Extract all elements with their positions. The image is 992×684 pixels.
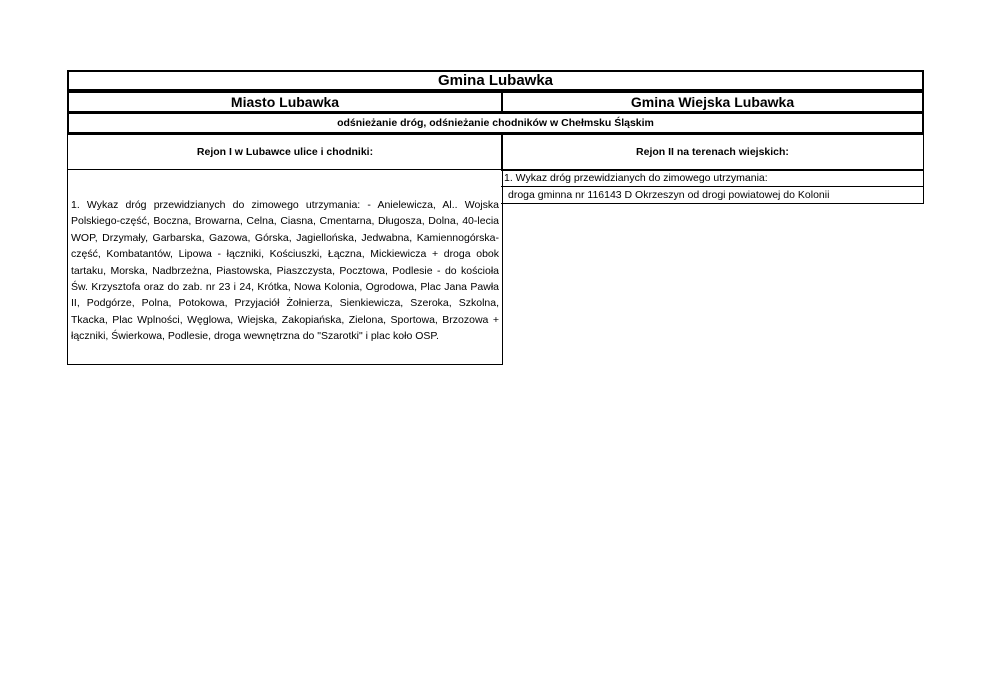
subheader-text: odśnieżanie dróg, odśnieżanie chodników w Chełmsku Śląskim xyxy=(337,117,654,129)
subheader-cell[interactable] xyxy=(67,112,924,134)
rejon-ii-row-1[interactable] xyxy=(501,170,924,187)
rejon-ii-row-1-text: 1. Wykaz dróg przewidzianych do zimowego utrzymania: xyxy=(504,172,768,184)
rejon-i-label: Rejon I w Lubawce ulice i chodniki: xyxy=(196,146,374,158)
miasto-roads-list: 1. Wykaz dróg przewidzianych do zimowego utrzymania: - Anielewicza, Al.. Wojska Polskiego-część, Boczna, Browarna, Celna, Ciasna, Cmentarna, Długosza, Dolna, 40-lecia WOP, Drzymały, Garbarska, Gazowa, Górska, Jagiellońska, Jedwabna, Kamiennogórska- część, Kombatantów, Lipowa - łączniki, Kościuszki, Łączna, Mickiewicza + droga obok tartaku, Morska, Nadbrzeżna, Piastowska, Piaszczysta, Pocztowa, Podlesie - do kościoła Św. Krzysztofa oraz do zab. nr 23 i 24, Krótka, Nowa Kolonia, Ogrodowa, Plac Jana Pawła II, Podgórze, Polna, Potokowa, Przyjaciół Żołnierza, Sienkiewicza, Szeroka, Szkolna, Tkacka, Plac Wplności, Węglowa, Wiejska, Zakopiańska, Zielona, Sportowa, Brzozowa + łączniki, Świerkowa, Podlesie, droga wewnętrzna do "Szarotki" i plac koło OSP. xyxy=(71,199,499,343)
rejon-i-cell[interactable] xyxy=(67,134,503,170)
rejon-ii-row-2-text: droga gminna nr 116143 D Okrzeszyn od drogi powiatowej do Kolonii xyxy=(508,189,830,201)
rejon-ii-cell[interactable] xyxy=(501,134,924,170)
header-miasto: Miasto Lubawka xyxy=(230,94,340,110)
header-cell-miasto[interactable] xyxy=(67,91,503,113)
miasto-roads-cell[interactable] xyxy=(67,170,503,365)
header-gmina-wiejska: Gmina Wiejska Lubawka xyxy=(630,94,795,110)
header-cell-gmina-wiejska[interactable] xyxy=(501,91,924,113)
table-title-cell[interactable] xyxy=(67,70,924,91)
rejon-ii-label: Rejon II na terenach wiejskich: xyxy=(636,146,789,158)
table-title: Gmina Lubawka xyxy=(437,72,554,89)
rejon-ii-row-2[interactable] xyxy=(501,186,924,204)
